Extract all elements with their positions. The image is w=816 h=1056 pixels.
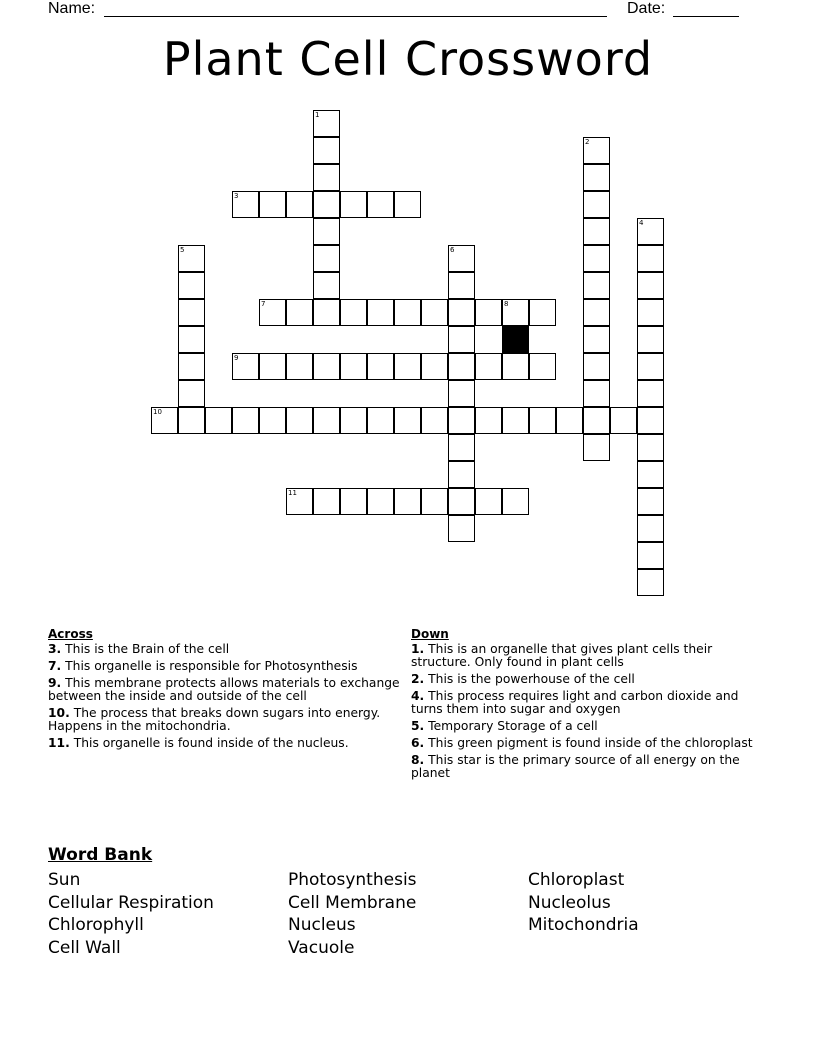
crossword-cell[interactable] [286, 299, 313, 326]
crossword-cell[interactable] [421, 353, 448, 380]
cell-number: 10 [153, 408, 162, 416]
crossword-cell[interactable] [340, 407, 367, 434]
word-bank-item: Cell Wall [48, 937, 121, 958]
word-bank-item: Photosynthesis [288, 870, 417, 890]
cell-number: 4 [639, 219, 644, 227]
clue-text: This green pigment is found inside of the chloroplast [428, 736, 753, 750]
clue-text: This star is the primary source of all energy on the planet [411, 753, 740, 780]
clue-number: 6. [411, 736, 425, 750]
crossword-cell[interactable] [637, 542, 664, 569]
crossword-cell[interactable] [502, 407, 529, 434]
crossword-cell[interactable] [313, 110, 340, 137]
cell-number: 3 [234, 192, 239, 200]
crossword-cell[interactable] [259, 407, 286, 434]
crossword-cell[interactable] [610, 407, 637, 434]
crossword-cell[interactable] [637, 488, 664, 515]
crossword-cell[interactable] [529, 353, 556, 380]
crossword-cell[interactable] [583, 434, 610, 461]
crossword-cell[interactable] [313, 272, 340, 299]
crossword-cell[interactable] [394, 353, 421, 380]
crossword-cell[interactable] [637, 569, 664, 596]
across-clues [48, 628, 400, 754]
crossword-cell[interactable] [475, 488, 502, 515]
crossword-cell[interactable] [637, 353, 664, 380]
crossword-cell[interactable] [583, 191, 610, 218]
down-clue [411, 673, 763, 686]
crossword-cell[interactable] [205, 407, 232, 434]
across-clue [48, 643, 400, 656]
clue-text: Temporary Storage of a cell [428, 719, 598, 733]
crossword-cell[interactable] [232, 407, 259, 434]
crossword-cell[interactable] [313, 299, 340, 326]
crossword-cell[interactable] [637, 434, 664, 461]
crossword-cell[interactable] [340, 488, 367, 515]
crossword-cell[interactable] [232, 191, 259, 218]
crossword-cell[interactable] [340, 299, 367, 326]
crossword-cell[interactable] [448, 461, 475, 488]
cell-number: 6 [450, 246, 455, 254]
crossword-cell[interactable] [286, 488, 313, 515]
word-bank-item: Nucleus [288, 915, 356, 935]
crossword-cell[interactable] [448, 407, 475, 434]
crossword-cell[interactable] [178, 353, 205, 380]
crossword-cell[interactable] [637, 461, 664, 488]
crossword-cell[interactable] [475, 353, 502, 380]
across-clue [48, 660, 400, 673]
clue-text: The process that breaks down sugars into energy. Happens in the mitochondria. [48, 706, 381, 733]
clue-text: This process requires light and carbon dioxide and turns them into sugar and oxygen [411, 689, 739, 716]
down-clues [411, 628, 763, 784]
clue-text: This organelle is found inside of the nucleus. [73, 736, 349, 750]
crossword-cell[interactable] [637, 299, 664, 326]
across-clue [48, 737, 400, 750]
crossword-cell[interactable] [502, 353, 529, 380]
crossword-cell[interactable] [259, 353, 286, 380]
page-title: Plant Cell Crossword [162, 32, 654, 86]
crossword-cell[interactable] [313, 245, 340, 272]
crossword-cell[interactable] [583, 245, 610, 272]
crossword-cell[interactable] [259, 299, 286, 326]
down-clue [411, 754, 763, 780]
clue-number: 1. [411, 642, 425, 656]
down-clue [411, 643, 763, 669]
crossword-cell[interactable] [313, 191, 340, 218]
crossword-cell[interactable] [340, 353, 367, 380]
crossword-cell[interactable] [421, 488, 448, 515]
word-bank-item: Cell Membrane [288, 892, 417, 913]
cell-number: 11 [288, 489, 297, 497]
crossword-cell[interactable] [556, 407, 583, 434]
across-clue [48, 707, 400, 733]
across-heading: Across [48, 627, 93, 641]
crossword-cell[interactable] [475, 407, 502, 434]
crossword-cell[interactable] [340, 191, 367, 218]
crossword-cell[interactable] [178, 299, 205, 326]
crossword-cell[interactable] [286, 191, 313, 218]
word-bank-list [48, 869, 768, 959]
crossword-cell[interactable] [178, 326, 205, 353]
crossword-cell[interactable] [178, 245, 205, 272]
down-clue [411, 720, 763, 733]
crossword-cell[interactable] [286, 407, 313, 434]
crossword-cell[interactable] [448, 326, 475, 353]
crossword-cell[interactable] [637, 407, 664, 434]
clue-number: 10. [48, 706, 70, 720]
across-clue [48, 677, 400, 703]
cell-number: 2 [585, 138, 590, 146]
crossword-cell[interactable] [178, 407, 205, 434]
crossword-cell[interactable] [583, 407, 610, 434]
clue-text: This membrane protects allows materials to exchange between the inside and outside of the cell [48, 676, 400, 703]
crossword-cell[interactable] [313, 164, 340, 191]
crossword-cell[interactable] [448, 434, 475, 461]
crossword-cell[interactable] [259, 191, 286, 218]
crossword-cell[interactable] [151, 407, 178, 434]
crossword-cell[interactable] [583, 164, 610, 191]
crossword-cell[interactable] [448, 245, 475, 272]
cell-number: 8 [504, 300, 509, 308]
crossword-cell[interactable] [394, 407, 421, 434]
crossword-cell[interactable] [583, 326, 610, 353]
crossword-cell[interactable] [313, 137, 340, 164]
word-bank-item: Cellular Respiration [48, 892, 214, 913]
crossword-cell[interactable] [313, 488, 340, 515]
crossword-cell[interactable] [394, 191, 421, 218]
crossword-cell[interactable] [529, 299, 556, 326]
crossword-cell[interactable] [286, 353, 313, 380]
crossword-cell[interactable] [178, 380, 205, 407]
crossword-cell[interactable] [367, 299, 394, 326]
word-bank-item: Sun [48, 870, 81, 890]
crossword-cell[interactable] [448, 515, 475, 542]
crossword-cell[interactable] [637, 515, 664, 542]
word-bank-item: Chlorophyll [48, 915, 144, 935]
word-bank [48, 845, 768, 959]
crossword-cell[interactable] [313, 218, 340, 245]
crossword-cell[interactable] [448, 299, 475, 326]
crossword-cell[interactable] [367, 353, 394, 380]
crossword-cell[interactable] [475, 299, 502, 326]
clue-number: 11. [48, 736, 70, 750]
crossword-cell[interactable] [394, 299, 421, 326]
crossword-cell[interactable] [529, 407, 556, 434]
crossword-cell[interactable] [232, 353, 259, 380]
crossword-cell[interactable] [502, 488, 529, 515]
crossword-cell[interactable] [583, 380, 610, 407]
crossword-cell[interactable] [421, 299, 448, 326]
crossword-cell[interactable] [448, 353, 475, 380]
down-clue [411, 737, 763, 750]
down-heading: Down [411, 627, 449, 641]
clue-number: 2. [411, 672, 425, 686]
word-bank-heading: Word Bank [48, 845, 153, 865]
crossword-cell[interactable] [313, 407, 340, 434]
crossword-cell[interactable] [637, 272, 664, 299]
crossword-cell[interactable] [637, 245, 664, 272]
crossword-cell[interactable] [421, 407, 448, 434]
word-bank-item: Chloroplast [528, 870, 625, 890]
crossword-cell[interactable] [502, 299, 529, 326]
clue-number: 3. [48, 642, 62, 656]
crossword-cell[interactable] [637, 326, 664, 353]
crossword-cell[interactable] [583, 299, 610, 326]
word-bank-item: Nucleolus [528, 892, 611, 913]
crossword-cell[interactable] [448, 272, 475, 299]
word-bank-item: Mitochondria [528, 915, 639, 935]
clue-number: 4. [411, 689, 425, 703]
crossword-cell[interactable] [637, 380, 664, 407]
crossword-cell[interactable] [448, 488, 475, 515]
crossword-cell[interactable] [637, 218, 664, 245]
word-bank-item: Vacuole [288, 937, 355, 958]
crossword-cell[interactable] [367, 191, 394, 218]
crossword-cell[interactable] [583, 218, 610, 245]
crossword-cell[interactable] [367, 407, 394, 434]
crossword-cell[interactable] [178, 272, 205, 299]
crossword-cell[interactable] [394, 488, 421, 515]
down-clue [411, 690, 763, 716]
clue-text: This is an organelle that gives plant cells their structure. Only found in plant cells [411, 642, 713, 669]
clue-text: This organelle is responsible for Photosynthesis [65, 659, 358, 673]
cell-number: 5 [180, 246, 185, 254]
crossword-cell[interactable] [448, 380, 475, 407]
crossword-blocked-cell [502, 326, 529, 353]
cell-number: 1 [315, 111, 320, 119]
cell-number: 7 [261, 300, 266, 308]
clue-number: 9. [48, 676, 62, 690]
crossword-cell[interactable] [313, 353, 340, 380]
name-label: Name: [48, 0, 96, 17]
crossword-cell[interactable] [367, 488, 394, 515]
crossword-cell[interactable] [583, 272, 610, 299]
cell-number: 9 [234, 354, 239, 362]
crossword-cell[interactable] [583, 137, 610, 164]
clue-number: 8. [411, 753, 425, 767]
clue-number: 5. [411, 719, 425, 733]
clue-text: This is the Brain of the cell [65, 642, 230, 656]
crossword-cell[interactable] [583, 353, 610, 380]
date-label: Date: [627, 0, 666, 17]
clue-text: This is the powerhouse of the cell [428, 672, 635, 686]
clue-number: 7. [48, 659, 62, 673]
